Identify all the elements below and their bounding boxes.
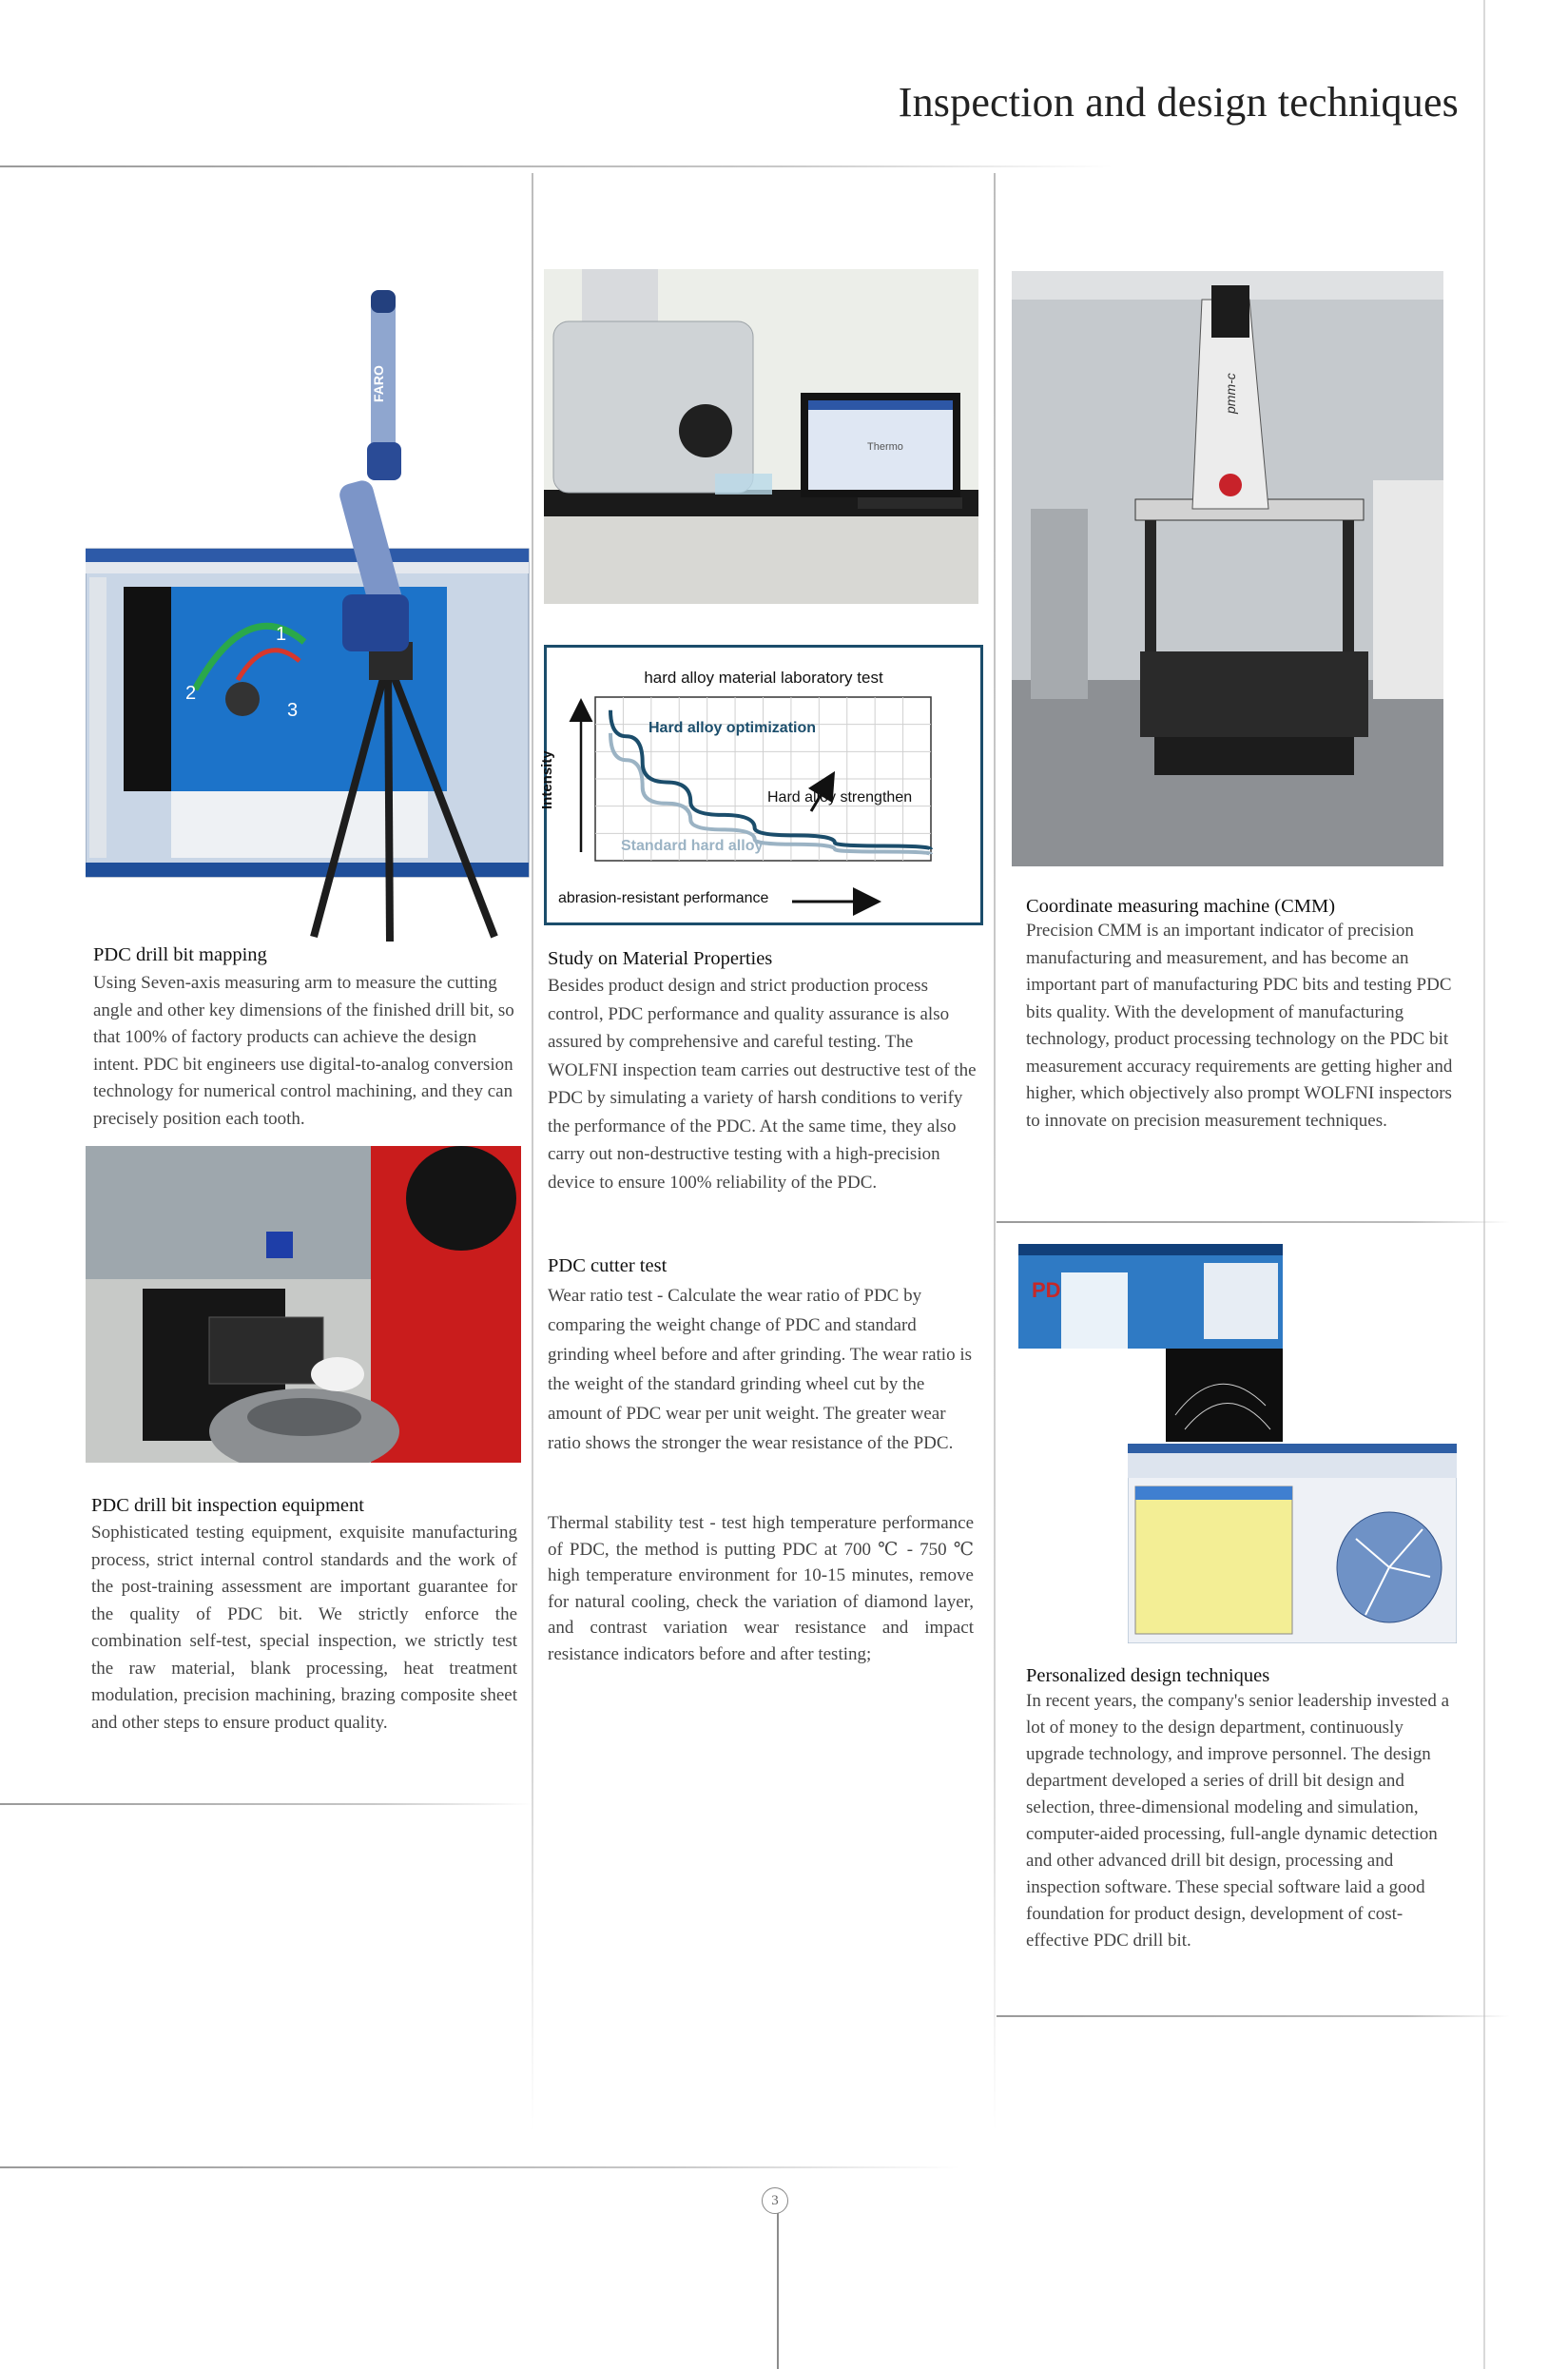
col3-mid-divider — [997, 1221, 1510, 1223]
cmm-body: Precision CMM is an important indicator of precision manufacturing and measurement, and has become an important part of manufacturing PDC bits and testing PDC bits quality. With the development of manufacturing technology, product processing technology on the PDC bit measurement accuracy requirements are getting higher and higher, which objectively also prompt WOLFNI inspectors to innovate on precision measurement techniques. — [1026, 921, 1453, 1131]
header-divider — [0, 165, 1113, 167]
chart-xlabel: abrasion-resistant performance — [558, 890, 769, 906]
design-software-screenshot-2 — [1128, 1444, 1457, 1643]
cmm-brand-label: pmm-c — [1223, 373, 1238, 414]
design-body: In recent years, the company's senior leadership invested a lot of money to the design department, continuously upgrade technology, and improve personnel. The design department developed a series of drill bit design and selection, three-dimensional modeling and simulation, computer-aided processing, full-angle dynamic detection and other advanced drill bit design, processing and inspection software. These special software laid a good foundation for product design, development of cost-effective PDC drill bit. — [1026, 1691, 1450, 1951]
screen-label-1: 1 — [276, 624, 287, 645]
col1-bottom-divider — [0, 1803, 532, 1805]
cmm-heading: Coordinate measuring machine (CMM) — [1026, 896, 1336, 917]
col3-bottom-divider — [997, 2015, 1510, 2017]
cutter-body-thermal: Thermal stability test - test high temperature performance of PDC, the method is putting PDC at 700 ℃ - 750 ℃ high temperature environment for 10-15 minutes, remove for natural cooling, check the variation of diamond layer, and contrast variation wear resistance and impact resistance indicators before and after testing; — [548, 1513, 974, 1664]
chart-ylabel: Intensity — [539, 750, 555, 809]
materials-body: Besides product design and strict production process control, PDC performance and quality assurance is also assured by comprehensive and careful testing. The WOLFNI inspection team carries out destructive test of the PDC by simulating a variety of harsh conditions to verify the performance of the PDC. At the same time, they also carry out non-destructive testing with a high-precision device to ensure 100% reliability of the PDC. — [548, 976, 977, 1193]
lab-test-chart — [539, 645, 983, 925]
chart-title: hard alloy material laboratory test — [644, 669, 883, 687]
measuring-arm-photo — [86, 281, 532, 942]
design-heading: Personalized design techniques — [1026, 1665, 1270, 1686]
column-divider-2 — [994, 173, 996, 2132]
series-label-standard: Standard hard alloy — [621, 838, 764, 854]
series-label-optimization: Hard alloy optimization — [648, 720, 817, 736]
chart-plot — [547, 648, 980, 922]
cmm-photo — [1012, 271, 1443, 866]
software-banner-label: PD — [1032, 1278, 1061, 1302]
cutter-heading: PDC cutter test — [548, 1255, 668, 1276]
footer-divider — [0, 2166, 960, 2168]
monitor-brand-label: Thermo — [867, 441, 903, 453]
footer-stem-line — [777, 2203, 779, 2369]
mapping-heading: PDC drill bit mapping — [93, 944, 267, 965]
right-edge-line — [1483, 0, 1485, 2369]
materials-heading: Study on Material Properties — [548, 948, 773, 969]
strengthen-annotation: Hard alloy strengthen — [767, 789, 913, 806]
page-number: 3 — [762, 2187, 788, 2214]
equipment-body: Sophisticated testing equipment, exquisite manufacturing process, strict internal control standards and the work of the post-training assessment are important guarantee for the quality of PDC bit. We strictly enforce the combination self-test, special inspection, we strictly test the raw material, blank processing, heat treatment modulation, precision machining, brazing composite sheet and other steps to ensure product quality. — [91, 1523, 517, 1733]
page-title: Inspection and design techniques — [898, 79, 1459, 126]
design-software-screenshot-1 — [1018, 1244, 1283, 1442]
laboratory-photo — [544, 269, 978, 604]
inspection-equipment-photo — [86, 1146, 521, 1463]
mapping-body: Using Seven-axis measuring arm to measure the cutting angle and other key dimensions of the finished drill bit, so that 100% of factory products can achieve the design intent. PDC bit engineers use digital-to-analog conversion technology for numerical control machining, and they can precisely position each tooth. — [93, 973, 514, 1129]
screen-label-3: 3 — [287, 700, 299, 721]
equipment-heading: PDC drill bit inspection equipment — [91, 1495, 364, 1516]
cutter-body-wear: Wear ratio test - Calculate the wear ratio of PDC by comparing the weight change of PDC and standard grinding wheel before and after grinding. The wear ratio is the weight of the standard grinding wheel cut by the amount of PDC wear per unit weight. The greater wear ratio shows the stronger the wear resistance of the PDC. — [548, 1286, 972, 1453]
screen-label-2: 2 — [185, 683, 197, 704]
arm-brand-label: FARO — [371, 365, 386, 402]
